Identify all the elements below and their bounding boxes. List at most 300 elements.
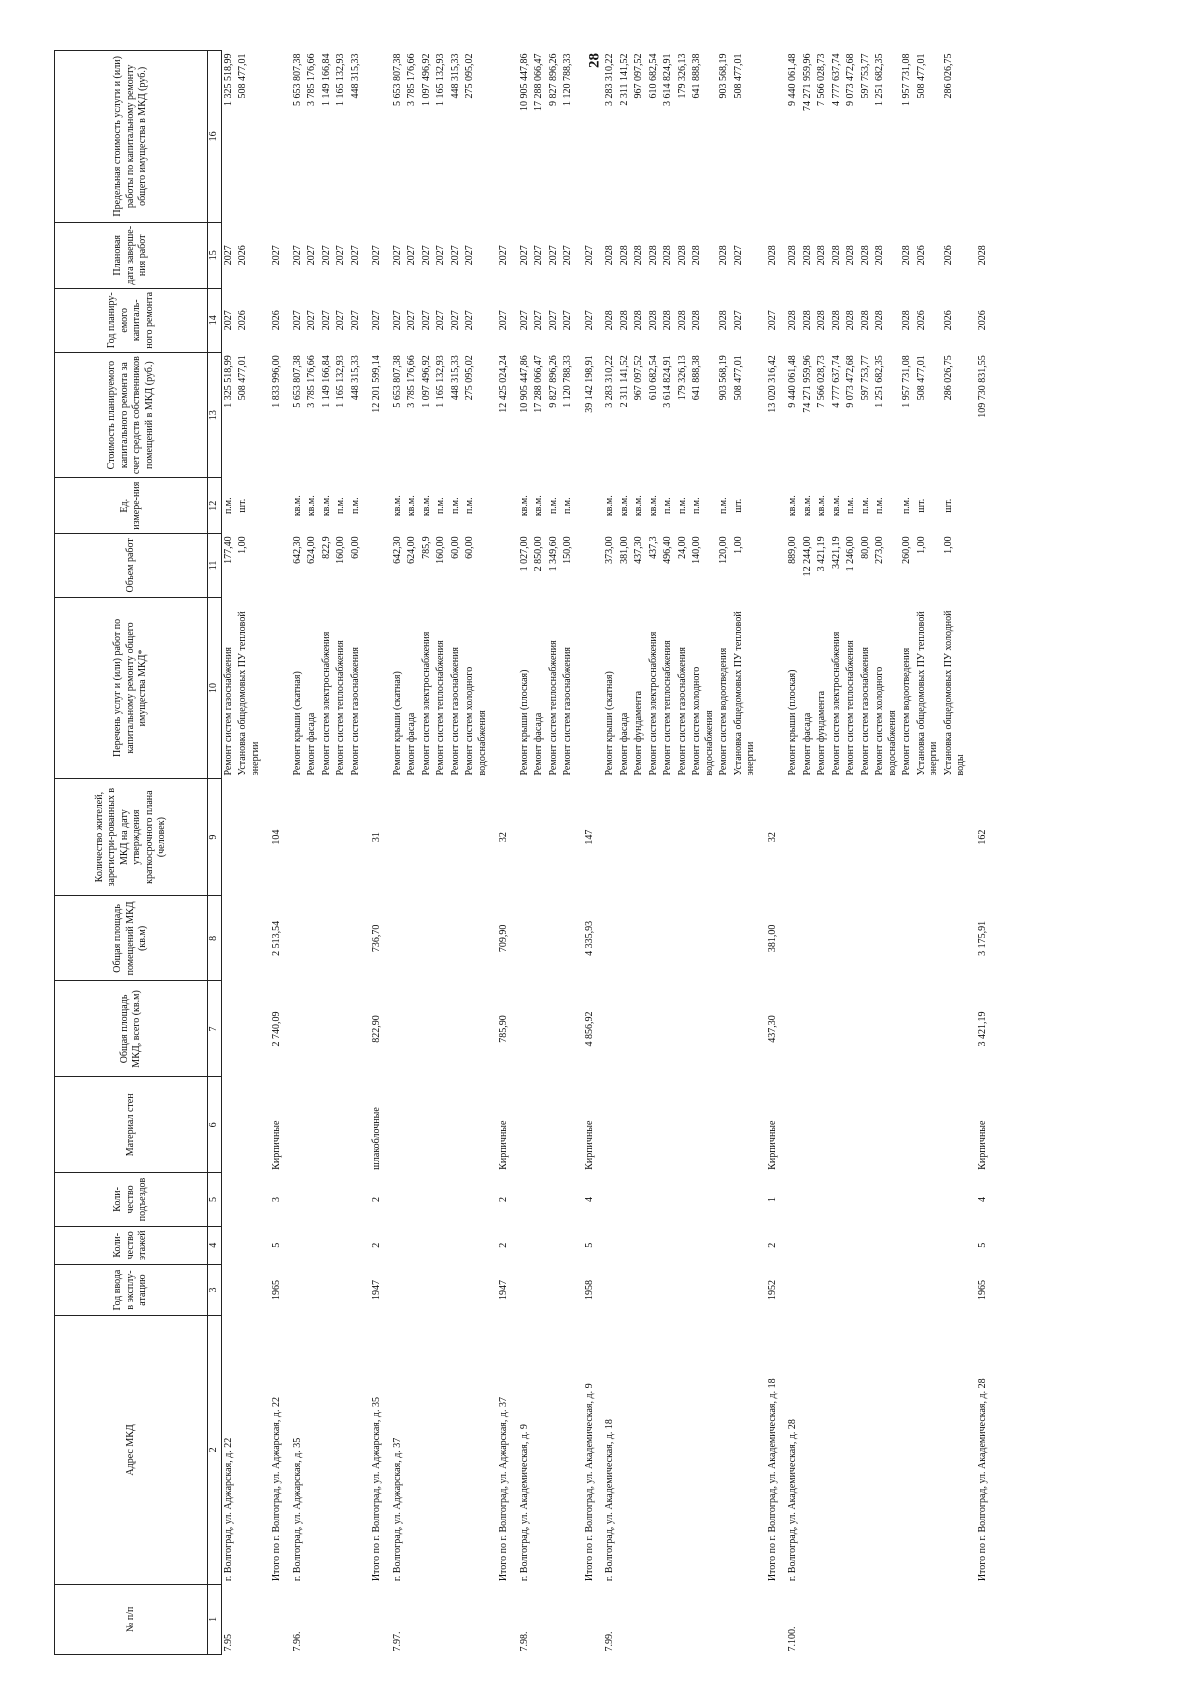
address-cell — [647, 1316, 662, 1585]
planned-cost-cell: 508 477,01 — [732, 355, 744, 401]
total-area-cell — [873, 981, 900, 1077]
planned-cost-cell: 74 271 959,96 — [801, 355, 813, 413]
total-area-cell — [561, 981, 576, 1077]
completion-year-cell: 2028 — [718, 245, 729, 266]
unit-cell: п.м. — [349, 497, 361, 515]
table-row — [844, 51, 859, 1655]
completion-year-cell: 2027 — [406, 245, 417, 266]
table-row — [603, 51, 618, 1655]
row-number-cell — [618, 1584, 633, 1654]
residents-cell: 147 — [583, 829, 595, 845]
row-number-cell — [320, 1584, 335, 1654]
row-number-cell — [632, 1584, 647, 1654]
unit-cell: кв.м. — [830, 495, 842, 517]
row-number-cell: 7.100. — [787, 1626, 798, 1652]
table-row — [236, 51, 263, 1655]
max-cost-cell: 3 283 310,22 — [604, 53, 615, 106]
year-built-cell — [320, 1264, 335, 1315]
wall-material-cell — [830, 1077, 845, 1173]
address-cell — [561, 1316, 576, 1585]
column-header: Плановая дата заверше-ния работ — [55, 222, 208, 288]
address-cell — [420, 1316, 435, 1585]
table-row — [830, 51, 845, 1655]
column-header: Общая площадь помещений МКД (кв.м) — [55, 896, 208, 981]
total-area-cell: 2 740,09 — [271, 1011, 282, 1047]
table-row — [815, 51, 830, 1655]
table-row — [661, 51, 676, 1655]
work-type-cell: Ремонт фасада — [801, 712, 813, 776]
premises-area-cell — [786, 896, 801, 981]
residents-cell — [305, 779, 320, 896]
year-built-cell: 1958 — [583, 1280, 595, 1301]
planned-cost-cell: 39 142 198,91 — [583, 355, 595, 413]
premises-area-cell — [647, 896, 662, 981]
floors-cell — [391, 1226, 406, 1264]
residents-cell — [801, 779, 816, 896]
floors-cell — [732, 1226, 759, 1264]
wall-material-cell — [873, 1077, 900, 1173]
row-number-cell — [576, 1584, 598, 1654]
table-row — [942, 51, 969, 1655]
floors-cell — [405, 1226, 420, 1264]
residents-cell — [221, 779, 236, 896]
work-type-cell: Ремонт фундамента — [816, 690, 827, 776]
year-built-cell — [873, 1264, 900, 1315]
max-cost-cell: 9 440 061,48 — [787, 53, 798, 106]
planned-cost-cell: 508 477,01 — [915, 355, 927, 401]
address-cell: г. Волгоград, ул. Академическая, д. 28 — [787, 1419, 798, 1582]
column-header: Коли-чество подъездов — [55, 1173, 208, 1226]
row-number-cell — [449, 1584, 464, 1654]
entrances-cell — [661, 1173, 676, 1226]
max-cost-cell: 3 785 176,66 — [306, 53, 317, 106]
total-row — [969, 51, 991, 1655]
column-header: Год ввода в эксплу-атацию — [55, 1264, 208, 1315]
entrances-cell — [815, 1173, 830, 1226]
entrances-cell — [632, 1173, 647, 1226]
row-number-cell — [236, 1584, 263, 1654]
premises-area-cell — [801, 896, 816, 981]
planned-cost-cell: 610 682,54 — [647, 355, 659, 401]
residents-cell — [532, 779, 547, 896]
planned-cost-cell: 967 097,52 — [633, 355, 644, 401]
total-area-cell — [334, 981, 349, 1077]
max-cost-cell — [490, 51, 512, 223]
unit-cell — [576, 478, 598, 533]
max-cost-cell: 275 095,02 — [464, 53, 475, 99]
max-cost-cell: 10 905 447,86 — [518, 53, 530, 111]
max-cost-cell: 3 785 176,66 — [406, 53, 417, 106]
planned-year-cell: 2027 — [518, 310, 530, 331]
premises-area-cell — [942, 896, 969, 981]
row-number-cell — [900, 1584, 915, 1654]
total-row — [263, 51, 285, 1655]
entrances-cell — [690, 1173, 717, 1226]
work-volume-cell: 160,00 — [335, 536, 346, 564]
column-number: 3 — [208, 1264, 222, 1315]
year-built-cell — [732, 1264, 759, 1315]
entrances-cell: 1 — [766, 1196, 778, 1202]
residents-cell: 32 — [766, 832, 778, 843]
completion-year-cell: 2027 — [533, 245, 544, 266]
unit-cell: п.м. — [662, 497, 673, 515]
entrances-cell — [221, 1173, 236, 1226]
column-header: Материал стен — [55, 1077, 208, 1173]
table-header — [55, 51, 222, 1655]
max-cost-cell: 967 097,52 — [633, 53, 644, 99]
premises-area-cell — [815, 896, 830, 981]
wall-material-cell — [717, 1077, 732, 1173]
planned-year-cell: 2027 — [533, 310, 544, 331]
table-row — [221, 51, 236, 1655]
year-built-cell — [844, 1264, 859, 1315]
row-number-cell — [434, 1584, 449, 1654]
work-volume-cell — [363, 533, 385, 597]
column-number: 1 — [208, 1584, 222, 1654]
wall-material-cell — [815, 1077, 830, 1173]
planned-year-cell: 2027 — [371, 310, 382, 331]
planned-cost-cell: 1 097 496,92 — [420, 355, 432, 408]
work-volume-cell: 1 349,60 — [547, 536, 559, 572]
planned-cost-cell: 508 477,01 — [237, 355, 248, 401]
floors-cell — [449, 1226, 464, 1264]
residents-cell: 104 — [271, 829, 282, 845]
unit-cell: п.м. — [435, 497, 446, 515]
planned-cost-cell: 3 614 824,91 — [662, 355, 673, 408]
completion-year-cell: 2027 — [732, 245, 744, 266]
planned-cost-cell: 1 325 518,99 — [222, 355, 234, 408]
address-cell — [320, 1316, 335, 1585]
max-cost-cell: 5 653 807,38 — [291, 53, 303, 106]
work-volume-cell: 3 421,19 — [816, 536, 827, 572]
wall-material-cell — [900, 1077, 915, 1173]
wall-material-cell — [291, 1077, 306, 1173]
completion-year-cell: 2028 — [816, 245, 827, 266]
completion-year-cell: 2026 — [942, 245, 954, 266]
work-volume-cell: 642,30 — [391, 536, 403, 564]
address-cell: Итого по г. Волгоград, ул. Аджарская, д. 37 — [498, 1397, 509, 1582]
planned-cost-cell: 903 568,19 — [718, 355, 729, 401]
completion-year-cell: 2027 — [271, 245, 282, 266]
completion-year-cell: 2028 — [845, 245, 856, 266]
unit-cell: п.м. — [718, 497, 729, 515]
residents-cell — [732, 779, 759, 896]
planned-year-cell: 2027 — [547, 310, 559, 331]
work-type-cell: Ремонт систем холодного водоснабжения — [874, 666, 898, 776]
wall-material-cell — [859, 1077, 874, 1173]
max-cost-cell: 597 753,77 — [859, 53, 871, 99]
work-type-cell: Установка общедомовых ПУ холодной воды — [942, 610, 966, 776]
work-type-cell: Ремонт систем электроснабжения — [647, 631, 659, 776]
floors-cell — [221, 1226, 236, 1264]
total-row — [576, 51, 598, 1655]
row-number-cell — [915, 1584, 942, 1654]
work-volume-cell: 150,00 — [562, 536, 573, 564]
floors-cell: 2 — [371, 1242, 382, 1248]
year-built-cell — [632, 1264, 647, 1315]
premises-area-cell — [915, 896, 942, 981]
unit-cell: кв.м. — [391, 495, 403, 517]
premises-area-cell — [873, 896, 900, 981]
max-cost-cell: 610 682,54 — [647, 53, 659, 99]
year-built-cell — [676, 1264, 691, 1315]
floors-cell — [801, 1226, 816, 1264]
floors-cell — [518, 1226, 533, 1264]
wall-material-cell: Кирпичные — [766, 1120, 778, 1170]
planned-cost-cell: 13 020 316,42 — [766, 355, 778, 413]
planned-cost-cell: 1 120 788,33 — [562, 355, 573, 408]
work-volume-cell: 3421,19 — [830, 536, 842, 569]
work-type-cell: Ремонт фасада — [533, 712, 544, 776]
total-area-cell — [305, 981, 320, 1077]
unit-cell: п.м. — [691, 497, 702, 515]
table-row — [334, 51, 349, 1655]
row-number-cell — [815, 1584, 830, 1654]
wall-material-cell — [647, 1077, 662, 1173]
column-number: 7 — [208, 981, 222, 1077]
premises-area-cell: 381,00 — [766, 924, 778, 953]
row-number-cell — [305, 1584, 320, 1654]
residents-cell: 32 — [498, 832, 509, 843]
column-number: 4 — [208, 1226, 222, 1264]
unit-cell: кв.м. — [533, 495, 544, 517]
work-volume-cell: 373,00 — [604, 536, 615, 564]
work-volume-cell — [490, 533, 512, 597]
entrances-cell — [305, 1173, 320, 1226]
total-area-cell — [717, 981, 732, 1077]
floors-cell — [915, 1226, 942, 1264]
year-built-cell — [221, 1264, 236, 1315]
address-cell — [844, 1316, 859, 1585]
work-type-cell: Ремонт систем газоснабжения — [222, 646, 234, 776]
wall-material-cell — [676, 1077, 691, 1173]
floors-cell — [532, 1226, 547, 1264]
premises-area-cell — [334, 896, 349, 981]
table-row — [915, 51, 942, 1655]
column-header: Год планиру-емого капиталь-ного ремонта — [55, 288, 208, 352]
year-built-cell — [405, 1264, 420, 1315]
table-row — [618, 51, 633, 1655]
premises-area-cell — [518, 896, 533, 981]
column-header: Количество жителей, зарегистри-рованных в МКД на дату утверждения краткосрочного плана (человек) — [55, 779, 208, 896]
address-cell — [449, 1316, 464, 1585]
completion-year-cell: 2027 — [464, 245, 475, 266]
wall-material-cell — [236, 1077, 263, 1173]
work-volume-cell — [969, 533, 991, 597]
floors-cell: 2 — [498, 1242, 509, 1248]
wall-material-cell — [434, 1077, 449, 1173]
address-cell — [463, 1316, 490, 1585]
total-area-cell — [405, 981, 420, 1077]
residents-cell: 31 — [371, 832, 382, 843]
address-cell — [532, 1316, 547, 1585]
planned-cost-cell: 17 288 066,47 — [533, 355, 544, 413]
planned-year-cell: 2028 — [618, 310, 630, 331]
residents-cell — [942, 779, 969, 896]
residents-cell — [717, 779, 732, 896]
unit-cell: кв.м. — [320, 495, 332, 517]
entrances-cell — [676, 1173, 691, 1226]
residents-cell — [391, 779, 406, 896]
floors-cell — [844, 1226, 859, 1264]
planned-cost-cell: 286 026,75 — [942, 355, 954, 401]
table-row — [547, 51, 562, 1655]
year-built-cell — [647, 1264, 662, 1315]
total-area-cell — [420, 981, 435, 1077]
work-volume-cell: 624,00 — [406, 536, 417, 564]
max-cost-cell: 5 653 807,38 — [391, 53, 403, 106]
max-cost-cell: 508 477,01 — [915, 53, 927, 99]
planned-cost-cell: 448 315,33 — [349, 355, 361, 401]
residents-cell — [915, 779, 942, 896]
wall-material-cell — [547, 1077, 562, 1173]
planned-year-cell: 2027 — [562, 310, 573, 331]
floors-cell — [291, 1226, 306, 1264]
unit-cell: п.м. — [676, 497, 688, 515]
premises-area-cell — [391, 896, 406, 981]
unit-cell: п.м. — [547, 497, 559, 515]
completion-year-cell: 2027 — [449, 245, 461, 266]
address-cell — [305, 1316, 320, 1585]
residents-cell — [844, 779, 859, 896]
completion-year-cell: 2028 — [633, 245, 644, 266]
work-volume-cell: 785,9 — [420, 536, 432, 559]
column-number: 12 — [208, 478, 222, 533]
completion-year-cell: 2028 — [647, 245, 659, 266]
year-built-cell — [236, 1264, 263, 1315]
planned-year-cell: 2027 — [306, 310, 317, 331]
table-row — [859, 51, 874, 1655]
row-number-cell — [830, 1584, 845, 1654]
floors-cell — [859, 1226, 874, 1264]
planned-cost-cell: 1 251 682,35 — [874, 355, 885, 408]
year-built-cell — [900, 1264, 915, 1315]
work-type-cell: Ремонт систем холодного водоснабжения — [464, 666, 488, 776]
completion-year-cell: 2027 — [391, 245, 403, 266]
entrances-cell: 2 — [371, 1196, 382, 1202]
completion-year-cell: 2028 — [787, 245, 798, 266]
work-volume-cell: 80,00 — [859, 536, 871, 559]
entrances-cell — [391, 1173, 406, 1226]
residents-cell — [632, 779, 647, 896]
work-type-cell: Ремонт фундамента — [633, 690, 644, 776]
document-sheet — [54, 50, 1144, 1655]
premises-area-cell — [830, 896, 845, 981]
unit-cell: кв.м. — [518, 495, 530, 517]
entrances-cell — [349, 1173, 364, 1226]
wall-material-cell — [463, 1077, 490, 1173]
row-number-cell — [661, 1584, 676, 1654]
wall-material-cell — [690, 1077, 717, 1173]
column-number: 6 — [208, 1077, 222, 1173]
unit-cell — [490, 478, 512, 533]
residents-cell — [859, 779, 874, 896]
total-area-cell — [942, 981, 969, 1077]
residents-cell — [334, 779, 349, 896]
address-cell: г. Волгоград, ул. Академическая, д. 9 — [518, 1424, 530, 1582]
max-cost-cell: 1 251 682,35 — [874, 53, 885, 106]
total-area-cell: 785,90 — [498, 1015, 509, 1043]
planned-year-cell: 2028 — [662, 310, 673, 331]
table-row — [690, 51, 717, 1655]
work-type-cell: Ремонт систем теплоснабжения — [662, 640, 673, 776]
work-volume-cell: 140,00 — [691, 536, 702, 564]
year-built-cell — [420, 1264, 435, 1315]
address-cell — [732, 1316, 759, 1585]
entrances-cell — [547, 1173, 562, 1226]
planned-cost-cell: 9 440 061,48 — [787, 355, 798, 408]
premises-area-cell — [661, 896, 676, 981]
residents-cell — [873, 779, 900, 896]
planned-year-cell: 2027 — [222, 310, 234, 331]
wall-material-cell — [561, 1077, 576, 1173]
total-area-cell — [291, 981, 306, 1077]
completion-year-cell: 2028 — [830, 245, 842, 266]
max-cost-cell: 2 311 141,52 — [618, 53, 630, 106]
wall-material-cell — [632, 1077, 647, 1173]
completion-year-cell: 2027 — [435, 245, 446, 266]
row-number-cell — [334, 1584, 349, 1654]
work-type-cell: Установка общедомовых ПУ тепловой энергии — [915, 611, 939, 776]
floors-cell — [420, 1226, 435, 1264]
max-cost-cell: 1 165 132,93 — [435, 53, 446, 106]
year-built-cell — [618, 1264, 633, 1315]
planned-cost-cell: 1 165 132,93 — [335, 355, 346, 408]
max-cost-cell: 7 566 028,73 — [816, 53, 827, 106]
premises-area-cell — [405, 896, 420, 981]
work-type-cell — [490, 597, 512, 778]
total-area-cell — [786, 981, 801, 1077]
work-volume-cell: 1,00 — [237, 536, 248, 554]
total-area-cell: 3 421,19 — [976, 1011, 988, 1047]
work-type-cell: Ремонт систем холодного водоснабжения — [691, 666, 715, 776]
unit-cell — [263, 478, 285, 533]
row-number-cell — [969, 1584, 991, 1654]
address-cell: Итого по г. Волгоград, ул. Академическая, д. 28 — [976, 1378, 988, 1582]
floors-cell — [305, 1226, 320, 1264]
work-volume-cell: 437,3 — [647, 536, 659, 559]
total-area-cell — [690, 981, 717, 1077]
work-type-cell: Ремонт систем электроснабжения — [420, 631, 432, 776]
premises-area-cell: 2 513,54 — [271, 920, 282, 956]
premises-area-cell — [690, 896, 717, 981]
completion-year-cell: 2028 — [859, 245, 871, 266]
residents-cell — [405, 779, 420, 896]
wall-material-cell — [420, 1077, 435, 1173]
planned-cost-cell: 2 311 141,52 — [618, 355, 630, 408]
work-type-cell: Ремонт крыши (скатная) — [291, 671, 303, 776]
residents-cell — [690, 779, 717, 896]
unit-cell: п.м. — [562, 497, 573, 515]
planned-year-cell: 2028 — [691, 310, 702, 331]
table-row — [786, 51, 801, 1655]
table-row — [900, 51, 915, 1655]
max-cost-cell — [969, 51, 991, 223]
planned-cost-cell: 448 315,33 — [449, 355, 461, 401]
max-cost-cell: 286 026,75 — [942, 53, 954, 99]
planned-cost-cell: 109 730 831,55 — [976, 355, 988, 418]
column-number: 8 — [208, 896, 222, 981]
entrances-cell — [830, 1173, 845, 1226]
work-volume-cell: 381,00 — [618, 536, 630, 564]
row-number-cell — [690, 1584, 717, 1654]
entrances-cell — [320, 1173, 335, 1226]
address-cell: г. Волгоград, ул. Академическая, д. 18 — [604, 1419, 615, 1582]
residents-cell — [786, 779, 801, 896]
total-area-cell — [632, 981, 647, 1077]
year-built-cell — [305, 1264, 320, 1315]
premises-area-cell — [532, 896, 547, 981]
